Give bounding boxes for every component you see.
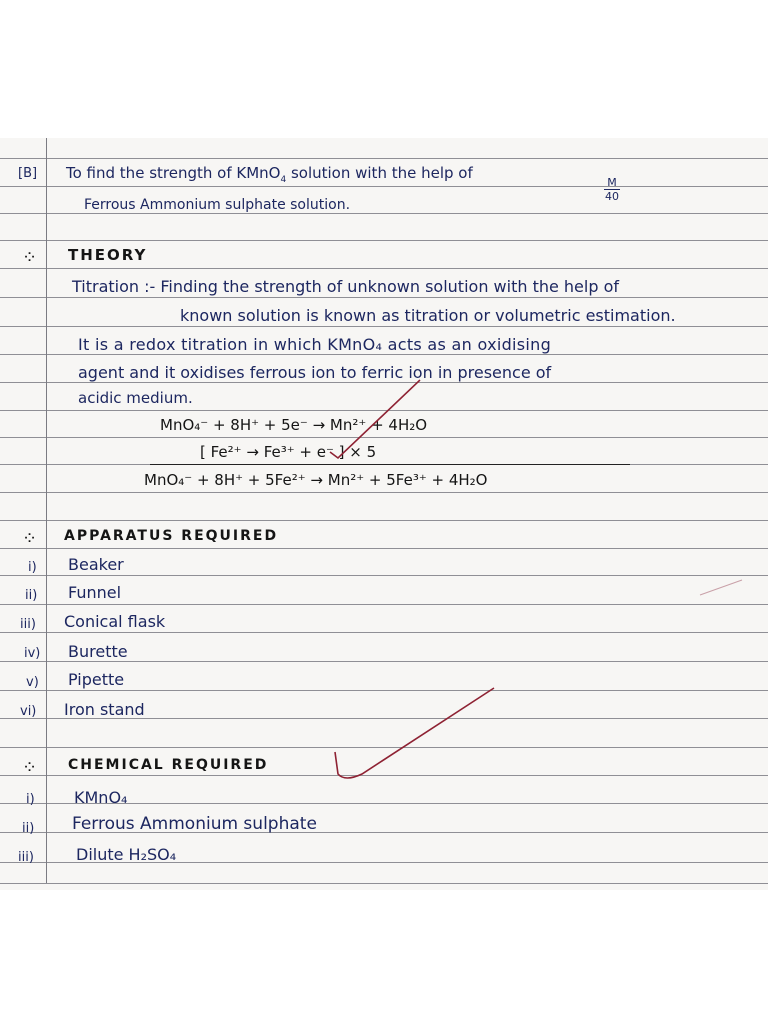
equation-reduction: MnO₄⁻ + 8H⁺ + 5e⁻ → Mn²⁺ + 4H₂O bbox=[160, 416, 428, 434]
check-mark-icon bbox=[335, 688, 494, 778]
theory-line-3: It is a redox titration in which KMnO₄ acts as an oxidising bbox=[78, 335, 552, 354]
bullet-icon: ⁘ bbox=[22, 528, 38, 549]
theory-line-5: acidic medium. bbox=[78, 389, 193, 407]
list-number: iii) bbox=[20, 617, 36, 632]
list-item: Burette bbox=[68, 642, 128, 661]
theory-heading: THEORY bbox=[68, 246, 148, 264]
list-number: ii) bbox=[25, 588, 38, 603]
bullet-icon: ⁘ bbox=[22, 757, 38, 778]
theory-line-2: known solution is known as titration or volumetric estimation. bbox=[180, 306, 676, 325]
aim-line-2: Ferrous Ammonium sulphate solution. bbox=[84, 197, 351, 213]
chemical-heading: CHEMICAL REQUIRED bbox=[68, 757, 269, 773]
equation-oxidation: [ Fe²⁺ → Fe³⁺ + e⁻ ] × 5 bbox=[200, 443, 377, 461]
list-item: Iron stand bbox=[64, 700, 145, 719]
aim-line-1: To find the strength of KMnO$_4$ solution with the help of bbox=[66, 164, 473, 185]
list-number: i) bbox=[28, 560, 37, 575]
list-number: ii) bbox=[22, 821, 35, 836]
list-item: KMnO₄ bbox=[74, 788, 128, 807]
equation-overall: MnO₄⁻ + 8H⁺ + 5Fe²⁺ → Mn²⁺ + 5Fe³⁺ + 4H₂O bbox=[144, 471, 488, 489]
section-label: [B] bbox=[18, 166, 38, 181]
list-number: v) bbox=[26, 675, 39, 690]
fraction-denominator: 40 bbox=[605, 190, 619, 203]
list-number: vi) bbox=[20, 704, 37, 719]
theory-line-1: Titration :- Finding the strength of unknown solution with the help of bbox=[72, 277, 620, 296]
list-item: Pipette bbox=[68, 670, 125, 689]
theory-line-4: agent and it oxidises ferrous ion to ferric ion in presence of bbox=[78, 363, 552, 382]
list-item: Funnel bbox=[68, 583, 122, 602]
list-item: Conical flask bbox=[64, 612, 166, 631]
check-mark-icon bbox=[330, 380, 420, 458]
pen-stroke-icon bbox=[700, 580, 742, 595]
fraction-numerator: M bbox=[607, 176, 617, 189]
list-item: Ferrous Ammonium sulphate bbox=[72, 814, 317, 834]
list-item: Beaker bbox=[68, 555, 124, 574]
list-number: iii) bbox=[18, 850, 34, 865]
apparatus-heading: APPARATUS REQUIRED bbox=[64, 528, 279, 544]
list-number: iv) bbox=[24, 646, 41, 661]
list-item: Dilute H₂SO₄ bbox=[76, 845, 177, 864]
list-number: i) bbox=[26, 792, 35, 807]
bullet-icon: ⁘ bbox=[22, 247, 38, 268]
